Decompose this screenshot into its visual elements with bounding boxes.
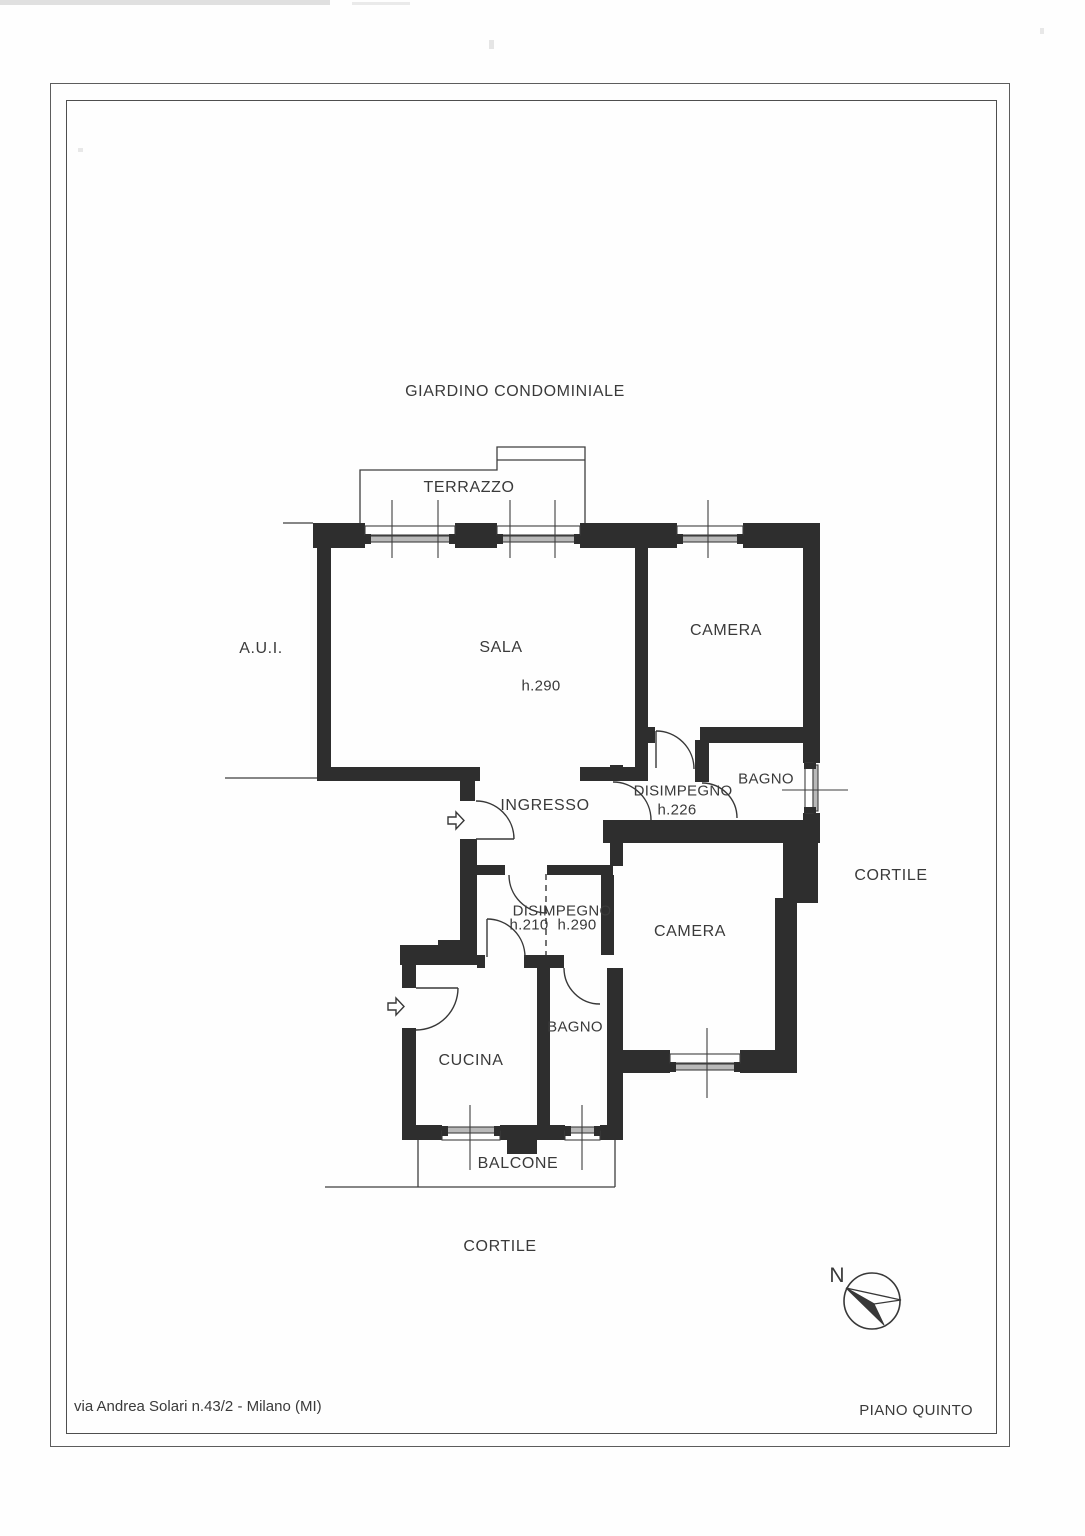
label-sala: SALA: [479, 639, 523, 656]
label-aui: A.U.I.: [239, 640, 283, 657]
door-bagno-bottom: [564, 968, 600, 1004]
label-disimpegno-mid: DISIMPEGNO: [512, 902, 612, 920]
door-camera-top: [656, 731, 694, 769]
entrance-arrow-main: [448, 812, 464, 829]
label-disimpegno-mid-height-right: h.290: [557, 916, 597, 934]
window-camera-bottom: [670, 1028, 740, 1098]
label-cortile-bottom: CORTILE: [463, 1238, 537, 1255]
label-camera-top: CAMERA: [689, 622, 763, 639]
label-bagno-top: BAGNO: [738, 770, 794, 788]
window-sala-2: [497, 500, 580, 558]
north-compass-icon: [844, 1273, 901, 1329]
footer-floor: PIANO QUINTO: [859, 1402, 973, 1419]
label-bagno-bottom: BAGNO: [547, 1018, 603, 1036]
label-compass-north: N: [829, 1264, 845, 1287]
window-bagno-bottom: [565, 1105, 600, 1170]
label-cucina: CUCINA: [438, 1052, 504, 1069]
entrance-arrow-service: [388, 998, 404, 1015]
walls: [313, 523, 820, 1154]
label-disimpegno-mid-height-left: h.210: [509, 916, 549, 934]
label-giardino-condominiale: GIARDINO CONDOMINIALE: [405, 383, 625, 400]
label-disimpegno-top-height: h.226: [657, 801, 697, 819]
door-cucina-entrance: [416, 988, 458, 1030]
label-cortile-right: CORTILE: [854, 867, 928, 884]
label-terrazzo: TERRAZZO: [423, 479, 515, 496]
label-ingresso: INGRESSO: [500, 797, 590, 814]
label-sala-height: h.290: [521, 677, 561, 695]
window-camera-top: [677, 500, 743, 558]
label-camera-bottom: CAMERA: [653, 923, 727, 940]
label-disimpegno-top: DISIMPEGNO: [633, 782, 733, 800]
window-sala-1: [365, 500, 455, 558]
footer-address: via Andrea Solari n.43/2 - Milano (MI): [74, 1398, 322, 1415]
label-balcone: BALCONE: [477, 1155, 559, 1172]
